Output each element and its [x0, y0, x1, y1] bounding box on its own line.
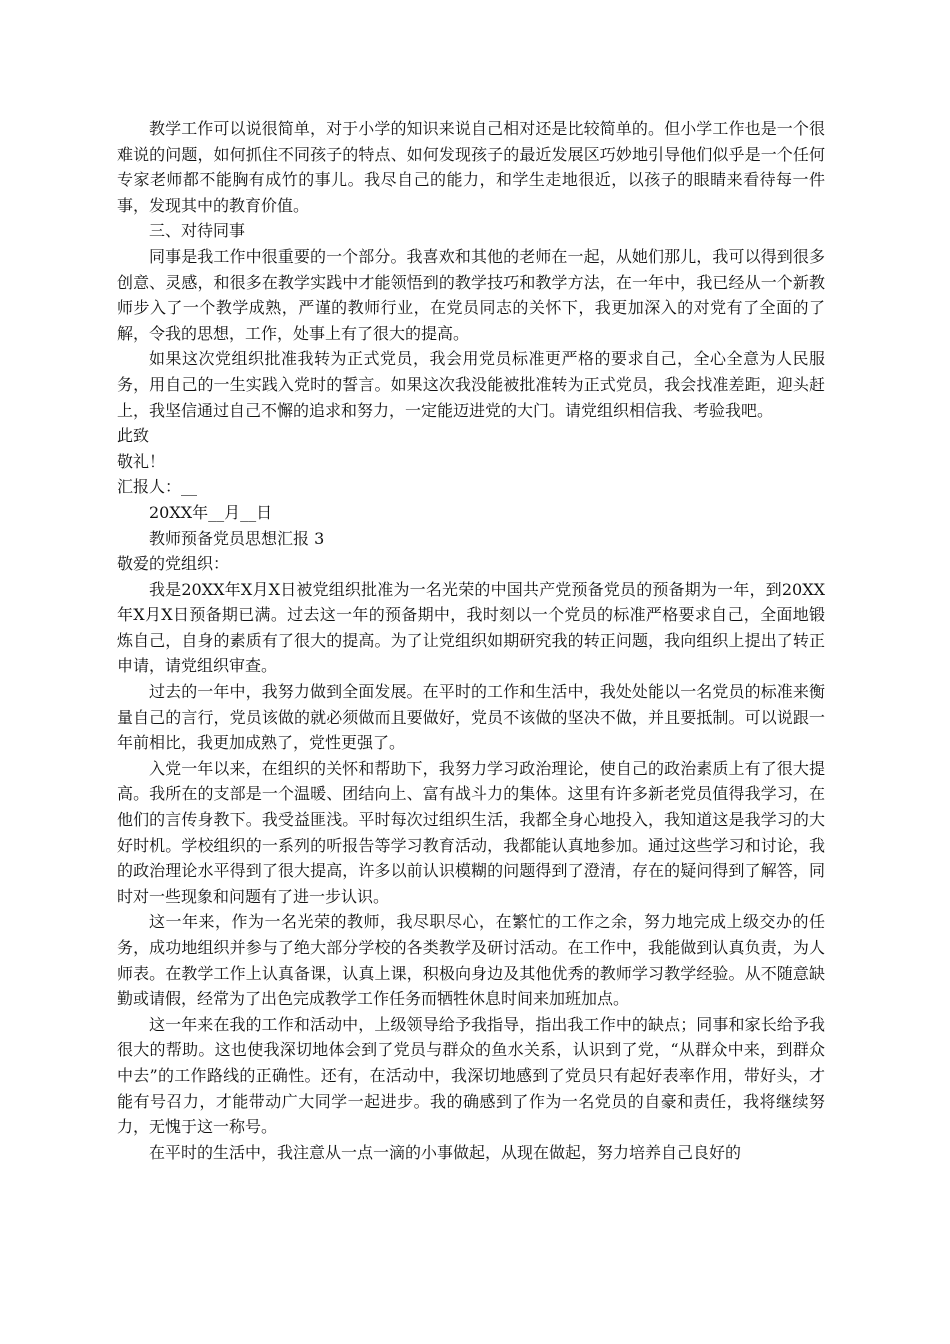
closing-cizhi: 此致	[117, 426, 150, 446]
paragraph-work: 这一年来，作为一名光荣的教师，我尽职尽心，在繁忙的工作之余，努力地完成上级交办的任务，成功地组织并参与了绝大部分学校的各类教学及研讨活动。在工作中，我能做到认真负责，为人师表。在教学工作上认真备课，认真上课，积极向身边及其他优秀的教师学习教学经验。从不随意缺勤或请假，经常为了出色完成教学工作任务而牺牲休息时间来加班加点。	[117, 912, 825, 1009]
closing-jingli: 敬礼！	[117, 451, 166, 471]
paragraph-political-study: 入党一年以来，在组织的关怀和帮助下，我努力学习政治理论，使自己的政治素质上有了很大提高。我所在的支部是一个温暖、团结向上、富有战斗力的集体。这里有许多新老党员值得我学习，在他们的言传身教下。我受益匪浅。平时每次过组织生活，我都全身心地投入，我知道这是我学习的大好时机。学校组织的一系列的听报告等学习教育活动，我都能认真地参加。通过这些学习和讨论，我的政治理论水平得到了很大提高，许多以前认识模糊的问题得到了澄清，存在的疑问得到了解答，同时对一些现象和问题有了进一步认识。	[117, 758, 825, 906]
paragraph-guidance: 这一年来在我的工作和活动中，上级领导给予我指导，指出我工作中的缺点；同事和家长给予我很大的帮助。这也使我深切地体会到了党员与群众的鱼水关系，认识到了党，“从群众中来，到群众中去”的工作路线的正确性。还有，在活动中，我深切地感到了党员只有起好表率作用，带好头，才能有号召力，才能带动广大同学一起进步。我的确感到了作为一名党员的自豪和责任，我将继续努力，无愧于这一称号。	[117, 1014, 825, 1137]
date-line: 20XX年__月__日	[149, 502, 273, 522]
paragraph-daily-life: 在平时的生活中，我注意从一点一滴的小事做起，从现在做起，努力培养自己良好的	[149, 1142, 742, 1162]
paragraph-probation: 我是20XX年X月X日被党组织批准为一名光荣的中国共产党预备党员的预备期为一年，到20XX年X月X日预备期已满。过去这一年的预备期中，我时刻以一个党员的标准严格要求自己，全面地锻炼自己，自身的素质有了很大的提高。为了让党组织如期研究我的转正问题，我向组织上提出了转正申请，请党组织审查。	[117, 579, 825, 676]
section-heading-colleagues: 三、对待同事	[149, 221, 246, 241]
report-title: 教师预备党员思想汇报 3	[149, 528, 325, 548]
salutation: 敬爱的党组织：	[117, 554, 230, 574]
reporter-line: 汇报人：__	[117, 477, 198, 497]
paragraph-development: 过去的一年中，我努力做到全面发展。在平时的工作和生活中，我处处能以一名党员的标准来衡量自己的言行，党员该做的就必须做而且要做好，党员不该做的坚决不做，并且要抵制。可以说跟一年前相比，我更加成熟了，党性更强了。	[117, 682, 825, 753]
document-page	[117, 116, 825, 1165]
paragraph-resolution: 如果这次党组织批准我转为正式党员，我会用党员标准更严格的要求自己，全心全意为人民服务，用自己的一生实践入党时的誓言。如果这次我没能被批准转为正式党员，我会找准差距，迎头赶上，我坚信通过自己不懈的追求和努力，一定能迈进党的大门。请党组织相信我、考验我吧。	[117, 349, 825, 420]
paragraph-teaching: 教学工作可以说很简单，对于小学的知识来说自己相对还是比较简单的。但小学工作也是一个很难说的问题，如何抓住不同孩子的特点、如何发现孩子的最近发展区巧妙地引导他们似乎是一个任何专家老师都不能胸有成竹的事儿。我尽自己的能力，和学生走地很近，以孩子的眼睛来看待每一件事，发现其中的教育价值。	[117, 119, 825, 215]
paragraph-colleagues: 同事是我工作中很重要的一个部分。我喜欢和其他的老师在一起，从她们那儿，我可以得到很多创意、灵感，和很多在教学实践中才能领悟到的教学技巧和教学方法，在一年中，我已经从一个新教师步入了一个教学成熟，严谨的教师行业，在党员同志的关怀下，我更加深入的对党有了全面的了解，令我的思想，工作，处事上有了很大的提高。	[117, 246, 825, 343]
